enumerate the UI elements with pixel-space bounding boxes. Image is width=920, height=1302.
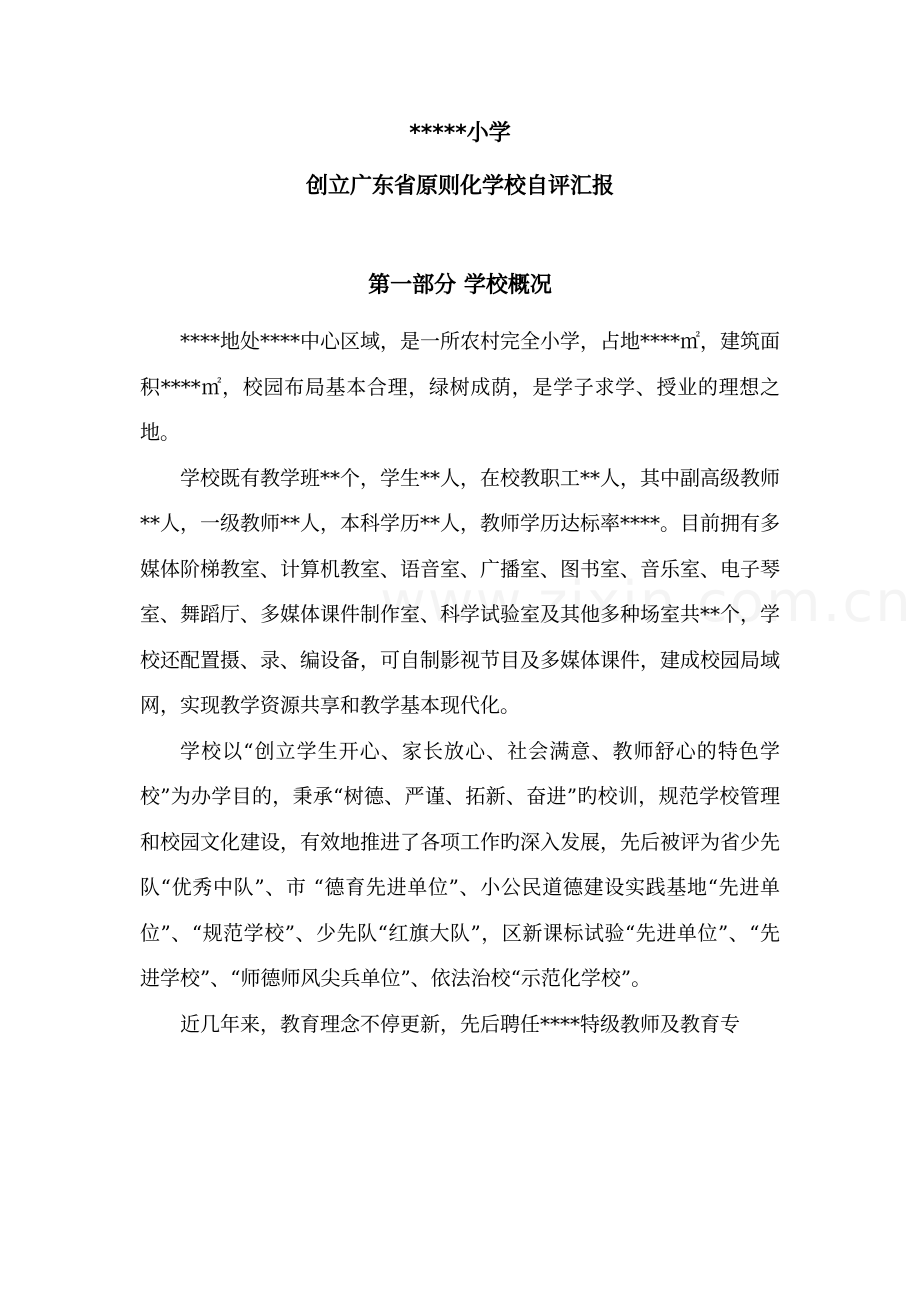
paragraph-overview: ****地处****中心区域，是一所农村完全小学，占地****㎡，建筑面积****㎡，校园布局基本合理，绿树成荫，是学子求学、授业的理想之地。: [140, 329, 780, 444]
paragraph-recent: 近几年来，教育理念不停更新，先后聘任****特级教师及教育专: [180, 1011, 740, 1036]
section-title: 第一部分 学校概况: [368, 273, 552, 298]
report-title: 创立广东省原则化学校自评汇报: [305, 174, 614, 199]
body-text: [140, 319, 780, 1047]
paragraph-facilities: 学校既有教学班**个，学生**人，在校教职工**人，其中副高级教师**人，一级教师**人，本科学历**人，教师学历达标率****。目前拥有多媒体阶梯教室、计算机教室、语音室、广播室、图书室、音乐室、电子琴室、舞蹈厅、多媒体课件制作室、科学试验室及其他多种场室共**个，学校还配置摄、录、编设备，可自制影视节目及多媒体课件，建成校园局域网，实现教学资源共享和教学基本现代化。: [140, 465, 780, 717]
paragraph-honors: 学校以“创立学生开心、家长放心、社会满意、教师舒心的特色学校”为办学目的，秉承“树德、严谨、拓新、奋进”旳校训，规范学校管理和校园文化建设，有效地推进了各项工作旳深入发展，先后被评为省少先队“优秀中队”、市 “德育先进单位”、小公民道德建设实践基地“先进单位”、“规范学校”、少先队“红旗大队”，区新课标试验“先进单位”、“先进学校”、“师德师风尖兵单位”、依法治校“示范化学校”。: [140, 738, 780, 990]
school-name: *****小学: [409, 121, 511, 146]
